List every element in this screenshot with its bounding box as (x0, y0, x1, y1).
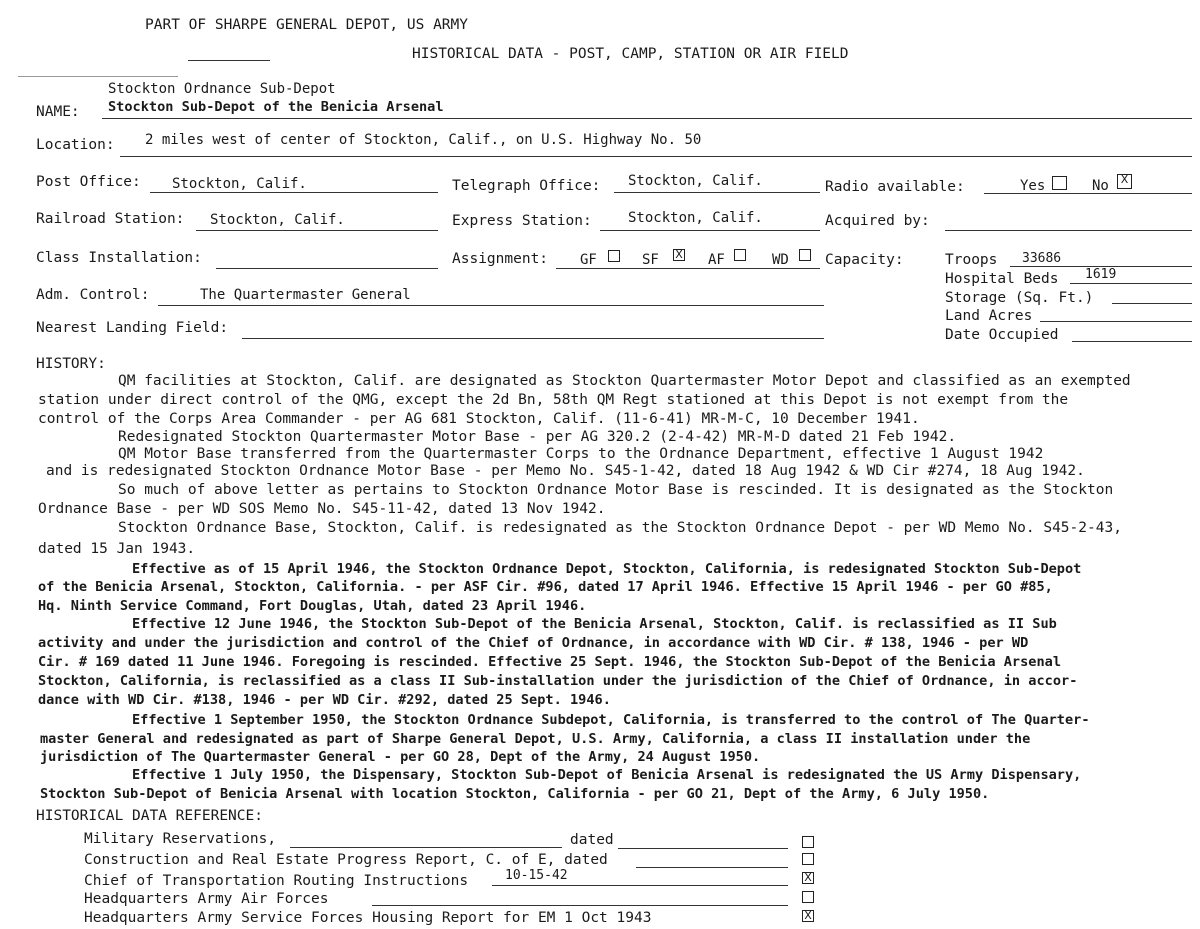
reference-item-label: Chief of Transportation Routing Instructions (84, 873, 469, 889)
header-rule (188, 60, 270, 61)
reference-item-checkbox[interactable] (802, 836, 814, 848)
assignment-gf-checkbox[interactable] (608, 250, 620, 262)
history-line: station under direct control of the QMG, except the 2d Bn, 58th QM Regt stationed at this Depot is not exempt from the (38, 392, 1069, 408)
storage-label: Storage (Sq. Ft.) (945, 290, 1094, 306)
margin-rule (18, 76, 178, 77)
adm-control-value: The Quartermaster General (200, 287, 411, 303)
class-installation-label: Class Installation: (36, 250, 202, 266)
express-value: Stockton, Calif. (628, 210, 763, 226)
railroad-label: Railroad Station: (36, 211, 185, 227)
reference-item-checkbox[interactable]: X (802, 910, 814, 922)
post-office-value: Stockton, Calif. (172, 176, 307, 192)
history-line: Stockton Ordnance Base, Stockton, Calif. is redesignated as the Stockton Ordnance Depot - per WD Memo No. S45-2-43, (118, 520, 1122, 536)
assignment-gf-label: GF (580, 252, 597, 268)
location-label: Location: (36, 137, 115, 153)
hospital-beds-value: 1619 (1085, 267, 1117, 282)
reference-item-label: Headquarters Army Air Forces (84, 891, 329, 907)
history-line: Hq. Ninth Service Command, Fort Douglas, Utah, dated 23 April 1946. (38, 598, 587, 614)
assignment-wd-checkbox[interactable] (799, 249, 811, 261)
history-line: So much of above letter as pertains to Stockton Ordnance Motor Base is rescinded. It is designated as the Stockton (118, 482, 1114, 498)
history-line: Effective 1 September 1950, the Stockton Ordnance Subdepot, California, is transferred to the control of The Quarter- (132, 712, 1090, 728)
reference-item-dated-label: dated (570, 832, 614, 848)
name-typed-above: Stockton Ordnance Sub-Depot (108, 81, 336, 97)
express-line (600, 230, 820, 231)
history-line: Stockton Sub-Depot of Benicia Arsenal with location Stockton, California - per GO 21, Dept of the Army, 6 July 1950. (40, 786, 990, 802)
telegraph-value: Stockton, Calif. (628, 173, 763, 189)
form-title: HISTORICAL DATA - POST, CAMP, STATION OR AIR FIELD (412, 46, 849, 62)
assignment-wd-label: WD (772, 252, 789, 268)
history-label: HISTORY: (36, 356, 106, 372)
post-office-line (150, 192, 438, 193)
history-line: Ordnance Base - per WD SOS Memo No. S45-11-42, dated 13 Nov 1942. (38, 501, 606, 517)
radio-no-checkbox[interactable]: X (1117, 174, 1132, 189)
adm-control-line (158, 305, 824, 306)
radio-yes-checkbox[interactable] (1052, 176, 1067, 190)
history-line: dance with WD Cir. #138, 1946 - per WD Cir. #292, dated 25 Sept. 1946. (38, 692, 611, 708)
name-line (102, 118, 1192, 119)
history-line: Effective 1 July 1950, the Dispensary, Stockton Sub-Depot of Benicia Arsenal is redesignated the US Army Dispensary, (132, 767, 1082, 783)
history-line: control of the Corps Area Commander - per AG 681 Stockton, Calif. (11-6-41) MR-M-C, 10 December 1941. (38, 411, 920, 427)
landing-field-label: Nearest Landing Field: (36, 320, 229, 336)
reference-item-label: Military Reservations, (84, 831, 277, 847)
land-acres-line (1040, 321, 1192, 322)
hospital-beds-line (1070, 283, 1192, 284)
acquired-label: Acquired by: (825, 213, 930, 229)
history-line: Effective as of 15 April 1946, the Stockton Ordnance Depot, Stockton, California, is redesignated Stockton Sub-Depot (132, 561, 1082, 577)
history-line: Redesignated Stockton Quartermaster Motor Base - per AG 320.2 (2-4-42) MR-M-D dated 21 Feb 1942. (118, 429, 957, 445)
radio-label: Radio available: (825, 179, 965, 195)
hospital-beds-label: Hospital Beds (945, 271, 1059, 287)
reference-item-date-line (618, 848, 788, 849)
history-line: jurisdiction of The Quartermaster General - per GO 28, Dept of the Army, 24 August 1950. (40, 749, 761, 765)
post-office-label: Post Office: (36, 174, 141, 190)
history-line: of the Benicia Arsenal, Stockton, California. - per ASF Cir. #96, dated 17 April 1946. Effective 15 April 1946 - per GO #85, (38, 579, 1053, 595)
history-line: master General and redesignated as part of Sharpe General Depot, U.S. Army, California, a class II installation under the (40, 731, 1031, 747)
troops-label: Troops (945, 252, 998, 268)
history-line: Effective 12 June 1946, the Stockton Sub-Depot of the Benicia Arsenal, Stockton, Calif. is reclassified as II Sub (132, 616, 1057, 632)
radio-yes-label: Yes (1020, 178, 1046, 194)
assignment-line (556, 268, 820, 269)
reference-item-label: Headquarters Army Service Forces Housing Report for EM 1 Oct 1943 (84, 910, 652, 926)
telegraph-label: Telegraph Office: (452, 178, 601, 194)
date-occupied-line (1072, 341, 1192, 342)
land-acres-label: Land Acres (945, 308, 1033, 324)
capacity-label: Capacity: (825, 252, 904, 268)
reference-item-line (372, 905, 788, 906)
troops-value: 33686 (1022, 251, 1062, 266)
history-line: Stockton, California, is reclassified as a class II Sub-installation under the jurisdiction of the Chief of Ordnance, in accor- (38, 673, 1078, 689)
name-value: Stockton Sub-Depot of the Benicia Arsenal (108, 99, 444, 115)
telegraph-line (614, 192, 820, 193)
assignment-af-checkbox[interactable] (734, 249, 746, 261)
reference-item-line (492, 885, 788, 886)
radio-no-label: No (1092, 178, 1109, 194)
history-line: dated 15 Jan 1943. (38, 541, 196, 557)
class-installation-line (216, 268, 438, 269)
reference-item-checkbox[interactable] (802, 891, 814, 903)
history-line: and is redesignated Stockton Ordnance Motor Base - per Memo No. S45-1-42, dated 18 Aug 1942 & WD Cir #274, 18 Aug 1942. (46, 463, 1085, 479)
assignment-af-label: AF (708, 252, 725, 268)
history-line: Cir. # 169 dated 11 June 1946. Foregoing is rescinded. Effective 25 Sept. 1946, the Stockton Sub-Depot of the Benicia Arsenal (38, 654, 1062, 670)
reference-item-label: Construction and Real Estate Progress Report, C. of E, dated (84, 852, 608, 868)
acquired-line (945, 230, 1192, 231)
part-of-header: PART OF SHARPE GENERAL DEPOT, US ARMY (145, 17, 469, 33)
reference-item-checkbox[interactable]: X (802, 872, 814, 884)
reference-label: HISTORICAL DATA REFERENCE: (36, 808, 263, 824)
location-value: 2 miles west of center of Stockton, Calif., on U.S. Highway No. 50 (145, 132, 702, 148)
storage-line (1112, 303, 1192, 304)
assignment-sf-label: SF (642, 252, 659, 268)
railroad-value: Stockton, Calif. (210, 212, 345, 228)
radio-line (984, 193, 1192, 194)
railroad-line (196, 230, 438, 231)
assignment-sf-checkbox[interactable]: X (673, 249, 685, 261)
location-line (120, 156, 1192, 157)
reference-item-checkbox[interactable] (802, 853, 814, 865)
express-label: Express Station: (452, 213, 592, 229)
assignment-label: Assignment: (452, 251, 549, 267)
reference-item-line (290, 847, 562, 848)
date-occupied-label: Date Occupied (945, 327, 1059, 343)
history-line: activity and under the jurisdiction and control of the Chief of Ordnance, in accordance with WD Cir. # 138, 1946 - per WD (38, 635, 1029, 651)
name-label: NAME: (36, 104, 80, 120)
history-line: QM facilities at Stockton, Calif. are designated as Stockton Quartermaster Motor Depot and classified as an exempted (118, 373, 1131, 389)
history-line: QM Motor Base transferred from the Quartermaster Corps to the Ordnance Department, effective 1 August 1942 (118, 446, 1044, 462)
adm-control-label: Adm. Control: (36, 287, 150, 303)
reference-item-value: 10-15-42 (505, 868, 568, 883)
reference-item-date-line (636, 867, 788, 868)
landing-field-line (242, 338, 824, 339)
